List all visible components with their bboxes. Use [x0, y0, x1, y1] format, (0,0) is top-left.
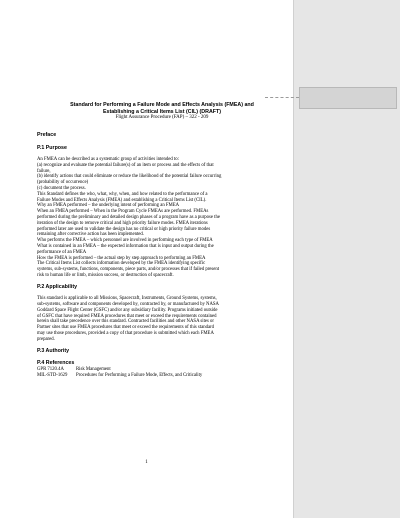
reference-code: GPR 7120.4A	[37, 367, 64, 373]
text-line: failure,	[37, 168, 51, 174]
applicability-heading: P.2 Applicability	[37, 283, 78, 290]
text-line: The Critical Items List collects information developed by the FMEA identifying specific	[37, 261, 206, 267]
text-line: Failure Modes and Effects Analysis (FMEA) and establishing a Critical Items List (CIL).	[37, 197, 207, 203]
text-line: performance of an FMEA	[37, 249, 87, 255]
applicability-text	[37, 296, 287, 342]
text-line: What is contained in an FMEA – the expected information that is input and output during the	[37, 243, 214, 249]
text-line: remaining after corrective action has been implemented.	[37, 232, 144, 238]
document-title-line-1: Standard for Performing a Failure Mode and Effects Analysis (FMEA) and	[70, 102, 254, 108]
text-line: (b) identify actions that could eliminate or reduce the likelihood of the potential failure occurring	[37, 174, 222, 180]
reference-row	[37, 373, 202, 379]
document-title-line-2: Establishing a Critical Items List (CIL) (DRAFT)	[102, 108, 221, 115]
reference-code: MIL-STD-1629	[37, 373, 68, 379]
references-table	[37, 367, 202, 379]
text-line: iteration of the design to remove critical and high priority failure modes. FMEA iterations	[37, 220, 208, 226]
reference-title: Procedures for Performing a Failure Mode, Effects, and Criticality	[76, 373, 203, 379]
text-line: Why an FMEA performed – the underlying intent of performing an FMEA	[37, 203, 180, 209]
text-line: (c) document the process.	[37, 185, 86, 191]
text-line: risk to human life or limb, mission success, or destruction of spacecraft.	[37, 272, 174, 278]
text-line: systems, sub-systems, functions, components, piece parts, and/or processes that if failed present	[37, 267, 220, 273]
purpose-text	[37, 157, 287, 279]
text-line: Goddard Space Flight Center (GSFC) and/or any subsidiary facility. Programs initiated outside	[37, 307, 218, 313]
text-line: This Standard defines the who, what, why, when, and how related to the performance of a	[37, 191, 208, 197]
text-line: (a) recognize and evaluate the potential failure(s) of an item or process and the effects of that	[37, 162, 214, 168]
references-heading: P.4 References	[37, 359, 75, 366]
text-line: prepared.	[37, 336, 55, 342]
formatted-comment-balloon[interactable]	[299, 87, 397, 109]
document-body	[37, 102, 287, 379]
comment-margin-panel	[293, 0, 400, 518]
authority-heading: P.3 Authority	[37, 347, 70, 354]
text-line: performed later are used to validate the design has no critical or high priority failure modes	[37, 226, 211, 232]
text-line: of GSFC that have required FMEA procedures that meet or exceed the requirements contained	[37, 313, 217, 319]
text-line: How the FMEA is performed – the actual step by step approach to performing an FMEA	[37, 255, 206, 261]
reference-title: Risk Management	[76, 367, 111, 373]
purpose-heading: P.1 Purpose	[37, 144, 67, 151]
text-line: herein shall take precedence over this standard. Contracted facilities and other NASA sites or	[37, 319, 215, 325]
text-line: (probability of occurrence)	[37, 180, 89, 186]
preface-heading: Preface	[37, 132, 57, 139]
page-number: 1	[145, 460, 148, 465]
text-line: sub-systems, software and components developed by, contracted by, or manufactured by NASA	[37, 301, 219, 307]
text-line: performed during the preliminary and detailed design phases of a program have as a purpose the	[37, 214, 220, 220]
text-line: may use those procedures, provided a copy of that procedure is submitted which each FMEA	[37, 330, 214, 336]
text-line: Who performs the FMEA – which personnel are involved in performing each type of FMEA	[37, 238, 213, 244]
text-line: Partner sites that use FMEA procedures that meet or exceed the requirements of this standard	[37, 325, 215, 331]
text-line: An FMEA can be described as a systematic group of activities intended to:	[37, 157, 179, 162]
comment-connector-line	[265, 97, 299, 98]
document-subtitle: Flight Assurance Procedure (FAP) – 322 - 209	[115, 115, 209, 121]
text-line: This standard is applicable to all Missions, Spacecraft, Instruments, Ground Systems, systems,	[37, 296, 217, 302]
text-line: When an FMEA performed – When in the Program Cycle FMEAs are performed. FMEAs	[37, 209, 209, 215]
